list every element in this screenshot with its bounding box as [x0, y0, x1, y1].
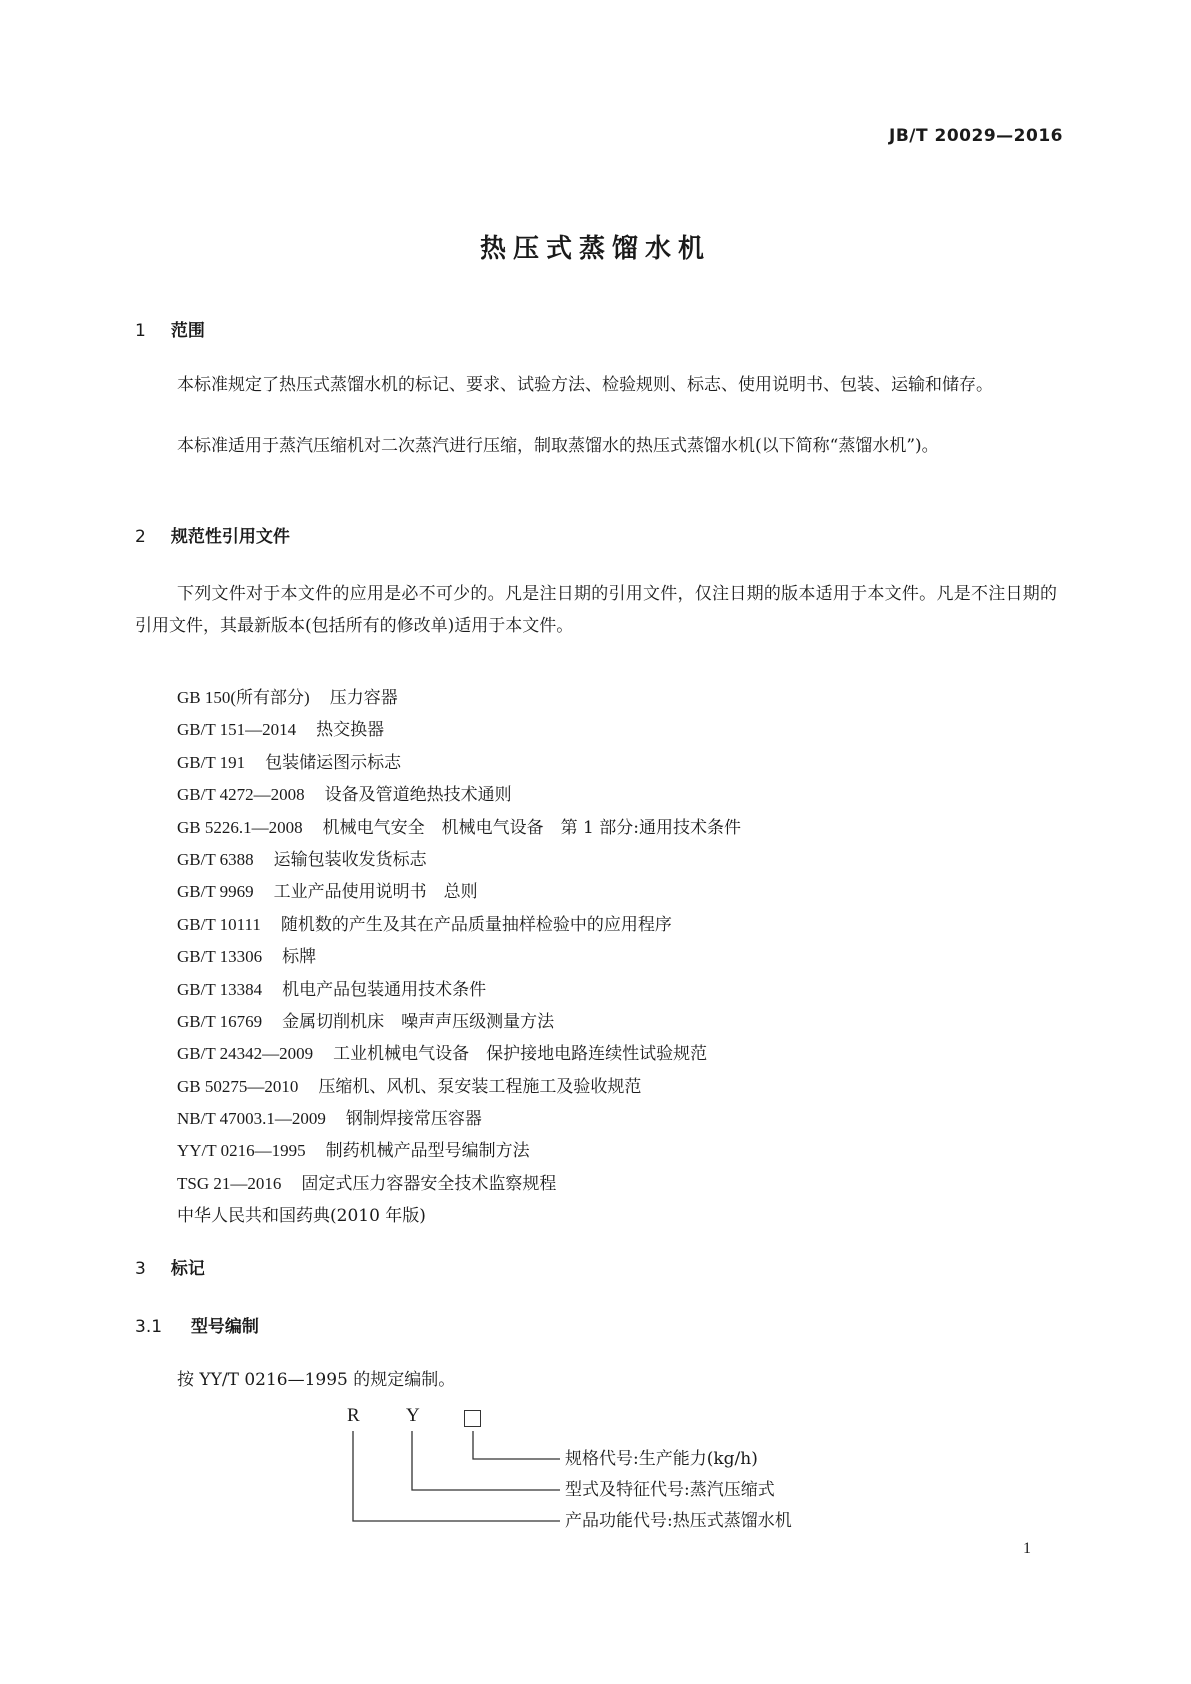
model-label-spec: 规格代号:生产能力(kg/h) [565, 1449, 758, 1469]
standard-code-number: 20029—2016 [928, 126, 1063, 146]
section-number: 2 [135, 527, 146, 547]
reference-name: 金属切削机床 噪声声压级测量方法 [282, 1011, 555, 1032]
model-letter-y: Y [406, 1405, 420, 1426]
reference-code: NB/T 47003.1—2009 [177, 1109, 326, 1129]
reference-code: 中华人民共和国药典(2010 年版) [177, 1206, 426, 1227]
section-title: 标记 [170, 1259, 205, 1279]
reference-code: GB 50275—2010 [177, 1076, 299, 1096]
reference-name: 标牌 [282, 947, 317, 968]
document-title: 热压式蒸馏水机 [479, 234, 711, 264]
model-intro: 按 YY/T 0216—1995 的规定编制。 [177, 1370, 456, 1390]
reference-name: 设备及管道绝热技术通则 [324, 785, 512, 806]
model-label-function: 产品功能代号:热压式蒸馏水机 [565, 1511, 792, 1531]
reference-name: 随机数的产生及其在产品质量抽样检验中的应用程序 [280, 914, 672, 935]
reference-code: YY/T 0216—1995 [177, 1141, 306, 1161]
reference-name: 热交换器 [316, 720, 385, 741]
model-label-type: 型式及特征代号:蒸汽压缩式 [565, 1480, 775, 1500]
standard-code-prefix: JB/T [889, 126, 929, 146]
reference-name: 压力容器 [329, 688, 398, 708]
reference-code: GB/T 10111 [177, 914, 261, 934]
model-letter-r: R [347, 1405, 360, 1426]
reference-code: GB/T 6388 [177, 849, 254, 869]
reference-code: GB/T 13384 [177, 979, 263, 999]
reference-code: GB 150(所有部分) [177, 688, 310, 707]
section-title: 范围 [170, 321, 205, 341]
reference-name: 包装储运图示标志 [265, 752, 402, 773]
reference-code: GB/T 16769 [177, 1011, 263, 1031]
section-number: 3 [135, 1259, 146, 1279]
leader-line-function [353, 1431, 560, 1521]
reference-code: GB/T 24342—2009 [177, 1044, 314, 1064]
subsection-number: 3.1 [135, 1317, 163, 1337]
section-title: 规范性引用文件 [170, 527, 290, 547]
leader-line-spec [473, 1431, 560, 1459]
reference-code: GB/T 151—2014 [177, 720, 297, 740]
reference-code: GB/T 4272—2008 [177, 785, 305, 805]
leader-line-type [412, 1431, 560, 1490]
reference-name: 运输包装收发货标志 [273, 849, 427, 870]
paragraph: 下列文件对于本文件的应用是必不可少的。凡是注日期的引用文件，仅注日期的版本适用于本文件。凡是不注日期的引用文件，其最新版本(包括所有的修改单)适用于本文件。 [135, 584, 1057, 636]
reference-code: GB 5226.1—2008 [177, 817, 303, 837]
subsection-title: 型号编制 [190, 1317, 259, 1337]
paragraph: 本标准规定了热压式蒸馏水机的标记、要求、试验方法、检验规则、标志、使用说明书、包装、运输和储存。 [177, 375, 993, 395]
reference-code: GB/T 13306 [177, 947, 263, 967]
reference-code: GB/T 9969 [177, 882, 254, 902]
reference-name: 机械电气安全 机械电气设备 第 1 部分:通用技术条件 [322, 817, 741, 838]
reference-code: TSG 21—2016 [177, 1173, 282, 1193]
reference-name: 制药机械产品型号编制方法 [325, 1141, 530, 1162]
page-number: 1 [1023, 1540, 1031, 1557]
reference-name: 钢制焊接常压容器 [345, 1109, 482, 1130]
reference-name: 工业产品使用说明书 总则 [273, 882, 478, 903]
reference-name: 固定式压力容器安全技术监察规程 [301, 1173, 557, 1194]
paragraph: 本标准适用于蒸汽压缩机对二次蒸汽进行压缩，制取蒸馏水的热压式蒸馏水机(以下简称“蒸馏水机”)。 [177, 436, 939, 456]
section-number: 1 [135, 321, 146, 341]
reference-name: 机电产品包装通用技术条件 [282, 979, 487, 1000]
reference-code: GB/T 191 [177, 752, 246, 772]
reference-name: 压缩机、风机、泵安装工程施工及验收规范 [318, 1076, 642, 1097]
reference-name: 工业机械电气设备 保护接地电路连续性试验规范 [333, 1044, 708, 1065]
